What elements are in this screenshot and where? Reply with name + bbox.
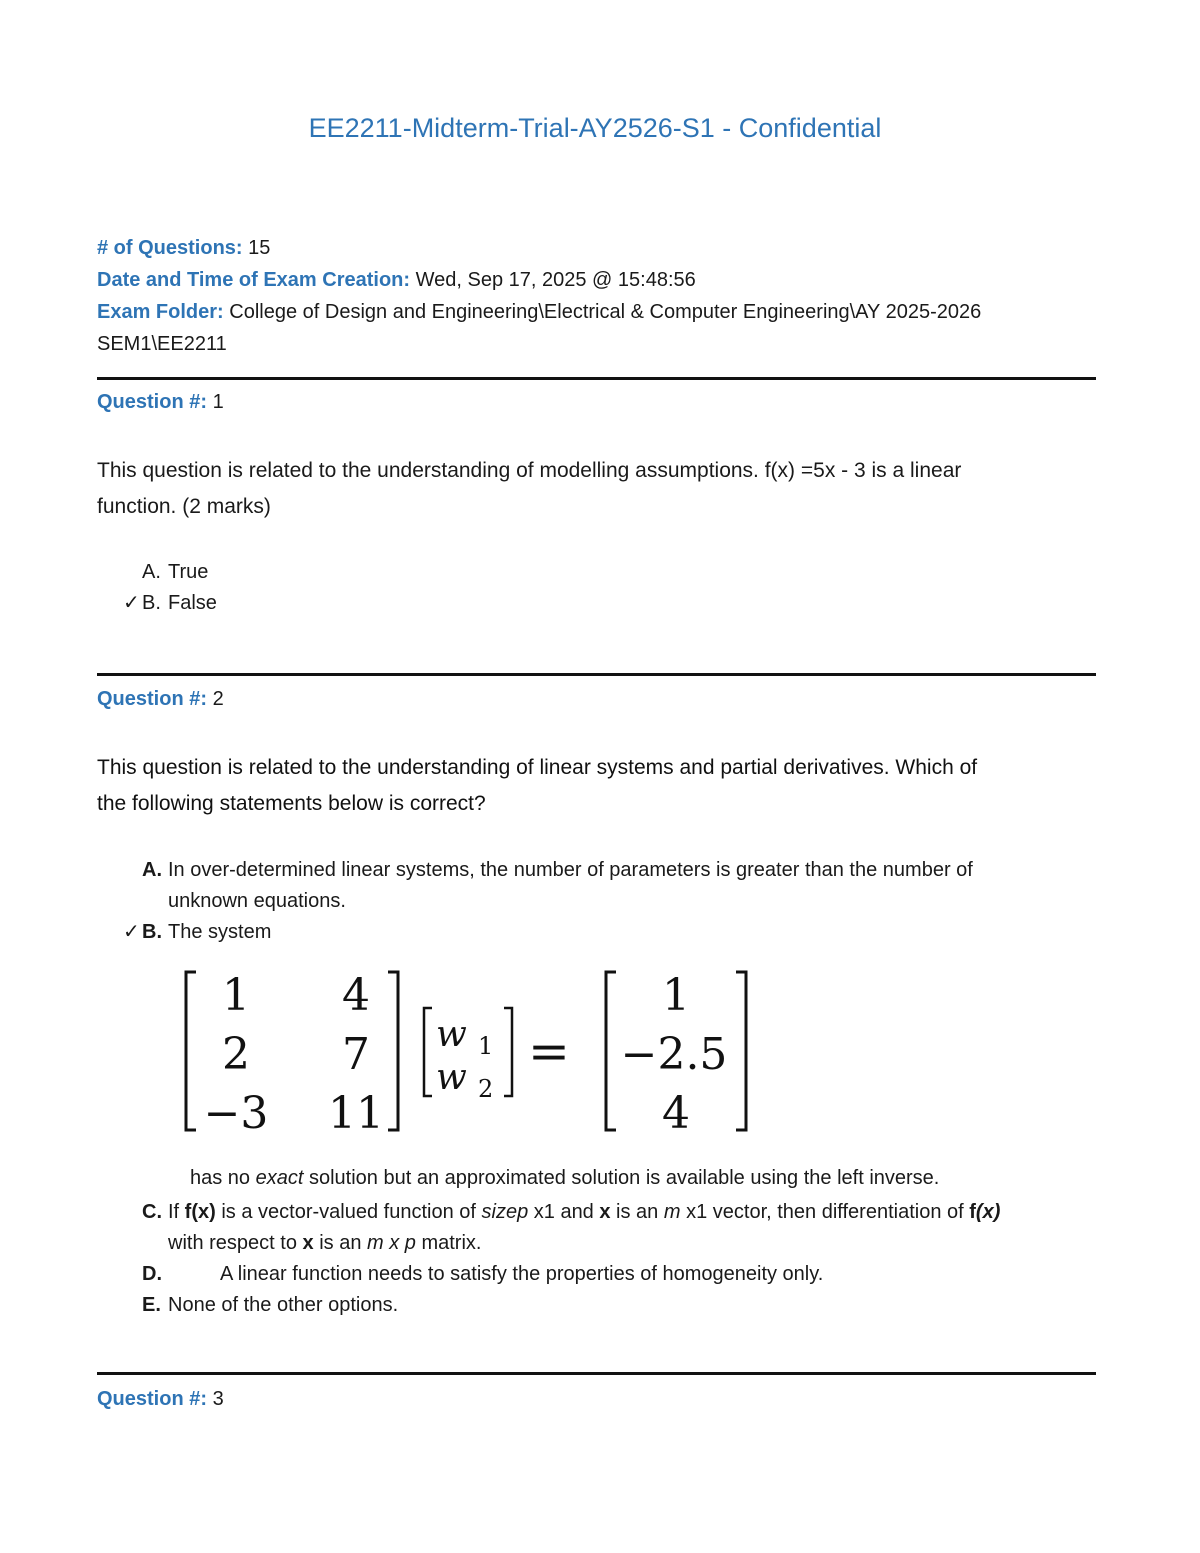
q2-option-e-text: None of the other options. bbox=[168, 1294, 399, 1316]
bracket-left bbox=[424, 1008, 432, 1096]
q2-number: 2 bbox=[212, 688, 224, 710]
q3-number: 3 bbox=[212, 1388, 224, 1410]
opt-c-em: sizep bbox=[481, 1201, 529, 1223]
bracket-right bbox=[504, 1008, 512, 1096]
q1-text-line1: This question is related to the understanding of modelling assumptions. f(x) =5x - 3 is a linear bbox=[97, 459, 962, 482]
folder-value-line2: SEM1\EE2211 bbox=[97, 333, 227, 355]
after-text-em: exact bbox=[255, 1167, 304, 1189]
date-value: Wed, Sep 17, 2025 @ 15:48:56 bbox=[415, 269, 696, 291]
matrix-a-cell: 2 bbox=[222, 1029, 250, 1080]
opt-c-bold: x bbox=[599, 1201, 611, 1223]
q1-number: 1 bbox=[212, 391, 224, 413]
after-text-1: has no bbox=[190, 1167, 256, 1189]
q1-option-b[interactable] bbox=[97, 588, 1097, 619]
divider bbox=[97, 673, 1096, 676]
q1-option-b-letter: B. bbox=[142, 592, 161, 614]
opt-c-bold: ) bbox=[209, 1201, 216, 1223]
q2-option-a-line2: unknown equations. bbox=[168, 890, 346, 912]
q2-option-b[interactable] bbox=[97, 917, 1097, 948]
opt-c-text: is an bbox=[313, 1232, 367, 1254]
opt-c-text: is a vector-valued function of bbox=[215, 1201, 482, 1223]
vector-b-cell: 1 bbox=[662, 970, 690, 1021]
opt-c-em: (x) bbox=[975, 1201, 1001, 1223]
q2-text-line1: This question is related to the understanding of linear systems and partial derivatives. Which of bbox=[97, 756, 978, 779]
vector-b-cell: 4 bbox=[662, 1088, 690, 1136]
folder-label: Exam Folder: bbox=[97, 301, 224, 323]
num-questions-label: # of Questions: bbox=[97, 237, 243, 259]
num-questions-row bbox=[97, 232, 1097, 264]
matrix-a-cell: 11 bbox=[328, 1088, 384, 1136]
q2-options-cde bbox=[97, 1197, 1097, 1321]
bracket-right bbox=[388, 972, 398, 1130]
q2-header bbox=[97, 688, 224, 711]
vector-w2: w bbox=[436, 1057, 467, 1098]
vector-w2-subscript: 2 bbox=[478, 1075, 494, 1103]
q1-option-a-letter: A. bbox=[142, 561, 161, 583]
q2-option-d-letter: D. bbox=[142, 1263, 162, 1285]
q2-option-b-letter: B. bbox=[142, 921, 162, 943]
matrix-a-cell: −3 bbox=[203, 1088, 269, 1136]
opt-c-em: m bbox=[663, 1201, 681, 1223]
opt-c-text: is an bbox=[610, 1201, 664, 1223]
q1-text-line2: function. (2 marks) bbox=[97, 495, 271, 518]
check-icon: ✓ bbox=[123, 592, 140, 614]
q2-option-b-continuation bbox=[190, 1167, 939, 1190]
q1-label: Question #: bbox=[97, 391, 208, 413]
divider bbox=[97, 377, 1096, 380]
matrix-equation bbox=[180, 966, 760, 1136]
q2-option-d[interactable] bbox=[97, 1259, 1097, 1290]
q2-option-c-cont bbox=[97, 1228, 1097, 1259]
q1-option-a-text: True bbox=[168, 561, 209, 583]
bracket-left bbox=[606, 972, 616, 1130]
q2-text-line2: the following statements below is correct? bbox=[97, 792, 486, 815]
check-icon: ✓ bbox=[123, 921, 140, 943]
folder-value-line1: College of Design and Engineering\Electrical & Computer Engineering\AY 2025-2026 bbox=[229, 301, 982, 323]
q1-option-b-text: False bbox=[168, 592, 217, 614]
q2-option-d-text: A linear function needs to satisfy the properties of homogeneity only. bbox=[220, 1263, 824, 1285]
q1-header bbox=[97, 391, 224, 414]
opt-c-text: If bbox=[168, 1201, 185, 1223]
q2-option-c[interactable] bbox=[97, 1197, 1097, 1228]
equals-sign: = bbox=[528, 1022, 570, 1080]
matrix-a-cell: 4 bbox=[342, 970, 370, 1021]
opt-c-bold: x bbox=[302, 1232, 314, 1254]
q2-option-b-text: The system bbox=[168, 921, 272, 943]
q2-option-a-letter: A. bbox=[142, 859, 162, 881]
matrix-a-cell: 1 bbox=[222, 970, 250, 1021]
exam-title: EE2211-Midterm-Trial-AY2526-S1 - Confidential bbox=[308, 113, 882, 143]
q2-option-a-cont bbox=[97, 886, 1097, 917]
opt-c-text: matrix. bbox=[415, 1232, 482, 1254]
matrix-a-cell: 7 bbox=[342, 1029, 370, 1080]
opt-c-text: with respect to bbox=[168, 1232, 303, 1254]
q2-text bbox=[97, 750, 1097, 822]
date-row bbox=[97, 264, 1097, 296]
opt-c-bold: f bbox=[969, 1201, 976, 1223]
opt-c-bold: x bbox=[198, 1201, 210, 1223]
exam-meta bbox=[97, 232, 1097, 360]
divider bbox=[97, 1372, 1096, 1375]
opt-c-em: m x p bbox=[367, 1232, 416, 1254]
q2-option-a[interactable] bbox=[97, 855, 1097, 886]
q3-label: Question #: bbox=[97, 1388, 208, 1410]
vector-b-cell: −2.5 bbox=[620, 1029, 728, 1080]
q2-option-e-letter: E. bbox=[142, 1294, 161, 1316]
q2-label: Question #: bbox=[97, 688, 208, 710]
q1-text bbox=[97, 453, 1097, 525]
vector-w1: w bbox=[436, 1014, 467, 1055]
opt-c-bold: f( bbox=[184, 1201, 198, 1223]
q2-option-c-letter: C. bbox=[142, 1201, 162, 1223]
q2-option-a-line1: In over-determined linear systems, the number of parameters is greater than the number of bbox=[168, 859, 973, 881]
opt-c-text: x1 and bbox=[528, 1201, 600, 1223]
after-text-2: solution but an approximated solution is available using the left inverse. bbox=[303, 1167, 940, 1189]
q2-options-ab bbox=[97, 855, 1097, 948]
q1-options bbox=[97, 557, 1097, 619]
num-questions-value: 15 bbox=[248, 237, 271, 259]
q2-option-e[interactable] bbox=[97, 1290, 1097, 1321]
q1-option-a[interactable] bbox=[97, 557, 1097, 588]
opt-c-text: x1 vector, then differentiation of bbox=[680, 1201, 970, 1223]
date-label: Date and Time of Exam Creation: bbox=[97, 269, 411, 291]
folder-row bbox=[97, 296, 1097, 328]
bracket-left bbox=[186, 972, 196, 1130]
vector-w1-subscript: 1 bbox=[478, 1032, 494, 1060]
q3-header bbox=[97, 1388, 224, 1411]
bracket-right bbox=[736, 972, 746, 1130]
